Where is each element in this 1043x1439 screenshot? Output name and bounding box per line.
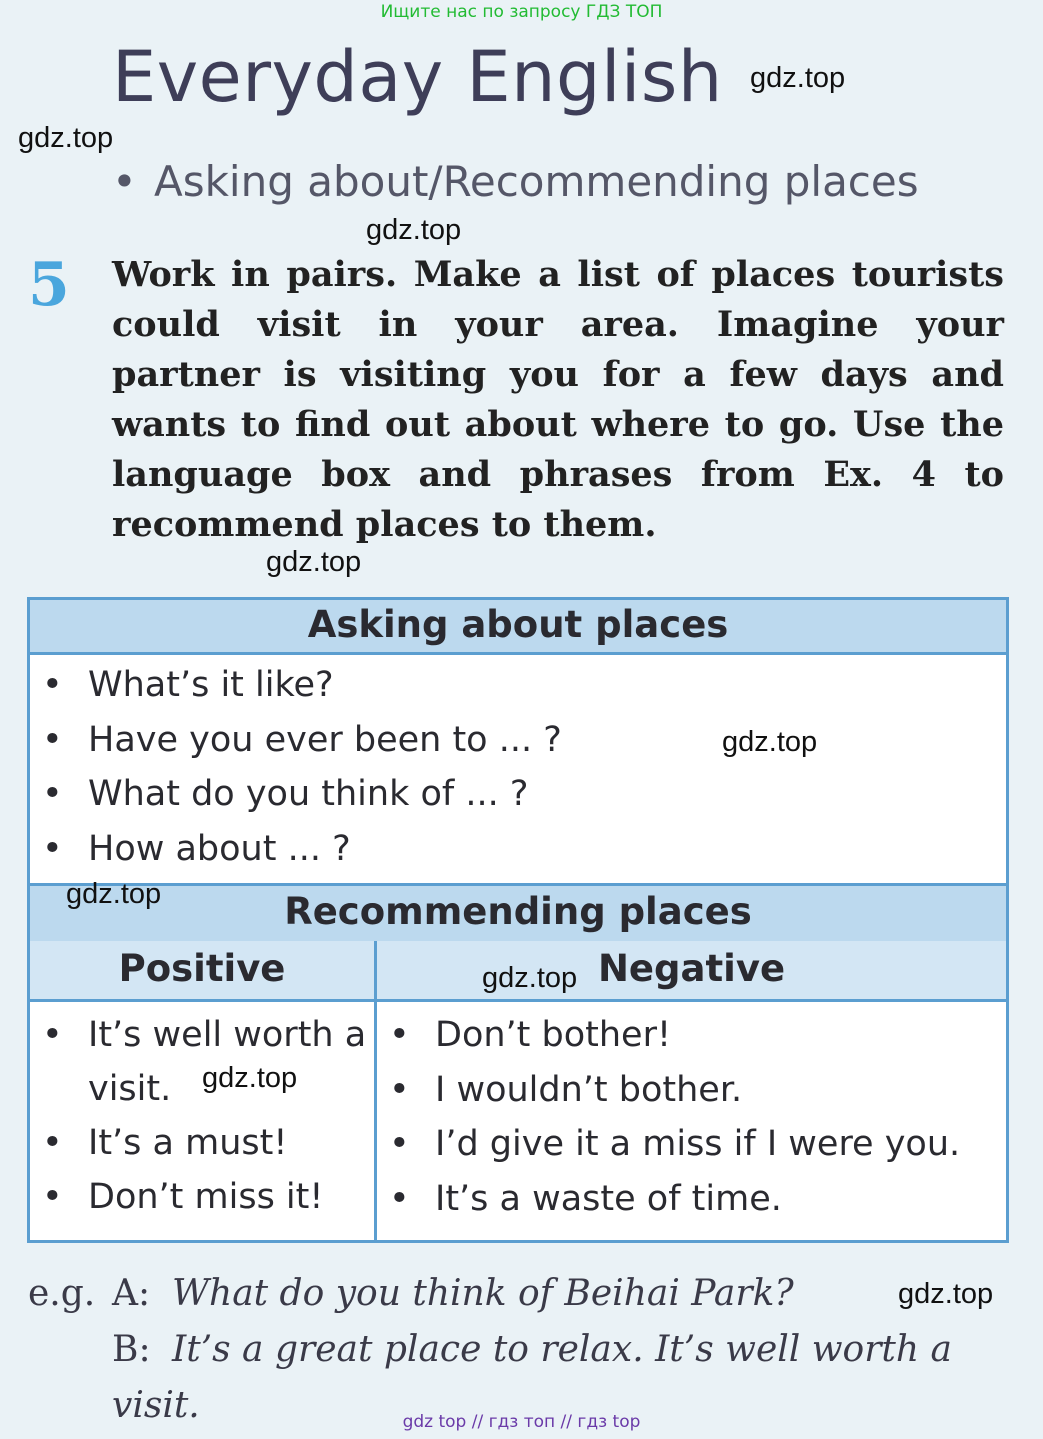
bullet-icon: • [42,1123,63,1163]
exercise-instruction: Work in pairs. Make a list of places tourists could visit in your area. Imagine your partner is visiting you for a few days and wants to find out about where to go. Use the language box and phrases from Ex. 4 to recommend places to them. [112,254,1004,545]
top-banner: Ищите нас по запросу ГДЗ ТОП [380,2,663,22]
bullet-icon: • [389,1015,410,1055]
asking-header: Asking about places [30,600,1006,655]
example-label: e.g. [28,1273,96,1314]
example-line-a [28,1266,1043,1322]
watermark: gdz.top [898,1278,994,1310]
list-item [377,1063,960,1118]
positive-header: Positive [30,941,377,1002]
bullet-icon: • [389,1178,410,1219]
bullet-icon: • [42,1177,63,1217]
bullet-icon: • [42,1015,63,1055]
list-item-text: It’s well worth a visit. [88,1015,367,1109]
asking-list [30,658,562,876]
exercise-number: 5 [28,250,70,320]
line-b: It’s a great place to relax. It’s well worth a visit. [112,1329,952,1426]
list-item [30,658,562,713]
negative-header: Negative [377,941,1006,1002]
list-item-text: Don’t bother! [435,1015,672,1055]
list-item-text: It’s a waste of time. [435,1178,782,1219]
bullet-icon: • [112,157,137,206]
bullet-icon: • [42,719,63,760]
language-box [27,597,1009,1243]
list-item-text: How about ... ? [88,828,351,869]
list-item-text: I’d give it a miss if I were you. [435,1124,961,1164]
bullet-icon: • [42,828,63,869]
bullet-icon: • [389,1124,410,1164]
list-item-text: Have you ever been to ... ? [88,719,562,760]
watermark: gdz.top [750,62,846,94]
recommending-header: Recommending places [30,883,1006,944]
speaker-b: B: [112,1329,151,1370]
bullet-icon: • [42,774,63,814]
example-dialogue [28,1266,1043,1434]
list-item [377,1008,960,1063]
list-item-text: What do you think of ... ? [88,774,529,814]
list-item [30,822,562,877]
watermark: gdz.top [366,214,462,246]
footer: gdz top // гдз топ // гдз top [402,1412,641,1432]
list-item [377,1172,960,1227]
list-item-text: What’s it like? [88,665,334,705]
watermark: gdz.top [66,878,162,910]
page-title: Everyday English [112,36,723,118]
subtitle-text: Asking about/Recommending places [154,157,919,206]
list-item-text: It’s a must! [88,1123,288,1163]
list-item [30,1116,374,1170]
watermark: gdz.top [266,546,362,578]
negative-list [377,1008,960,1226]
list-item-text: I wouldn’t bother. [435,1069,743,1110]
list-item [30,1170,374,1224]
watermark: gdz.top [722,726,818,758]
positive-list [30,1008,374,1224]
list-item [30,713,562,768]
bullet-icon: • [389,1069,410,1110]
watermark: gdz.top [18,122,114,154]
line-a: What do you think of Beihai Park? [172,1273,794,1314]
list-item-text: Don’t miss it! [88,1177,324,1217]
bullet-icon: • [42,665,63,705]
watermark: gdz.top [202,1062,298,1094]
list-item [377,1117,960,1172]
speaker-a: A: [112,1273,151,1314]
list-item [30,767,562,822]
section-subtitle [112,157,919,206]
watermark: gdz.top [482,962,578,994]
